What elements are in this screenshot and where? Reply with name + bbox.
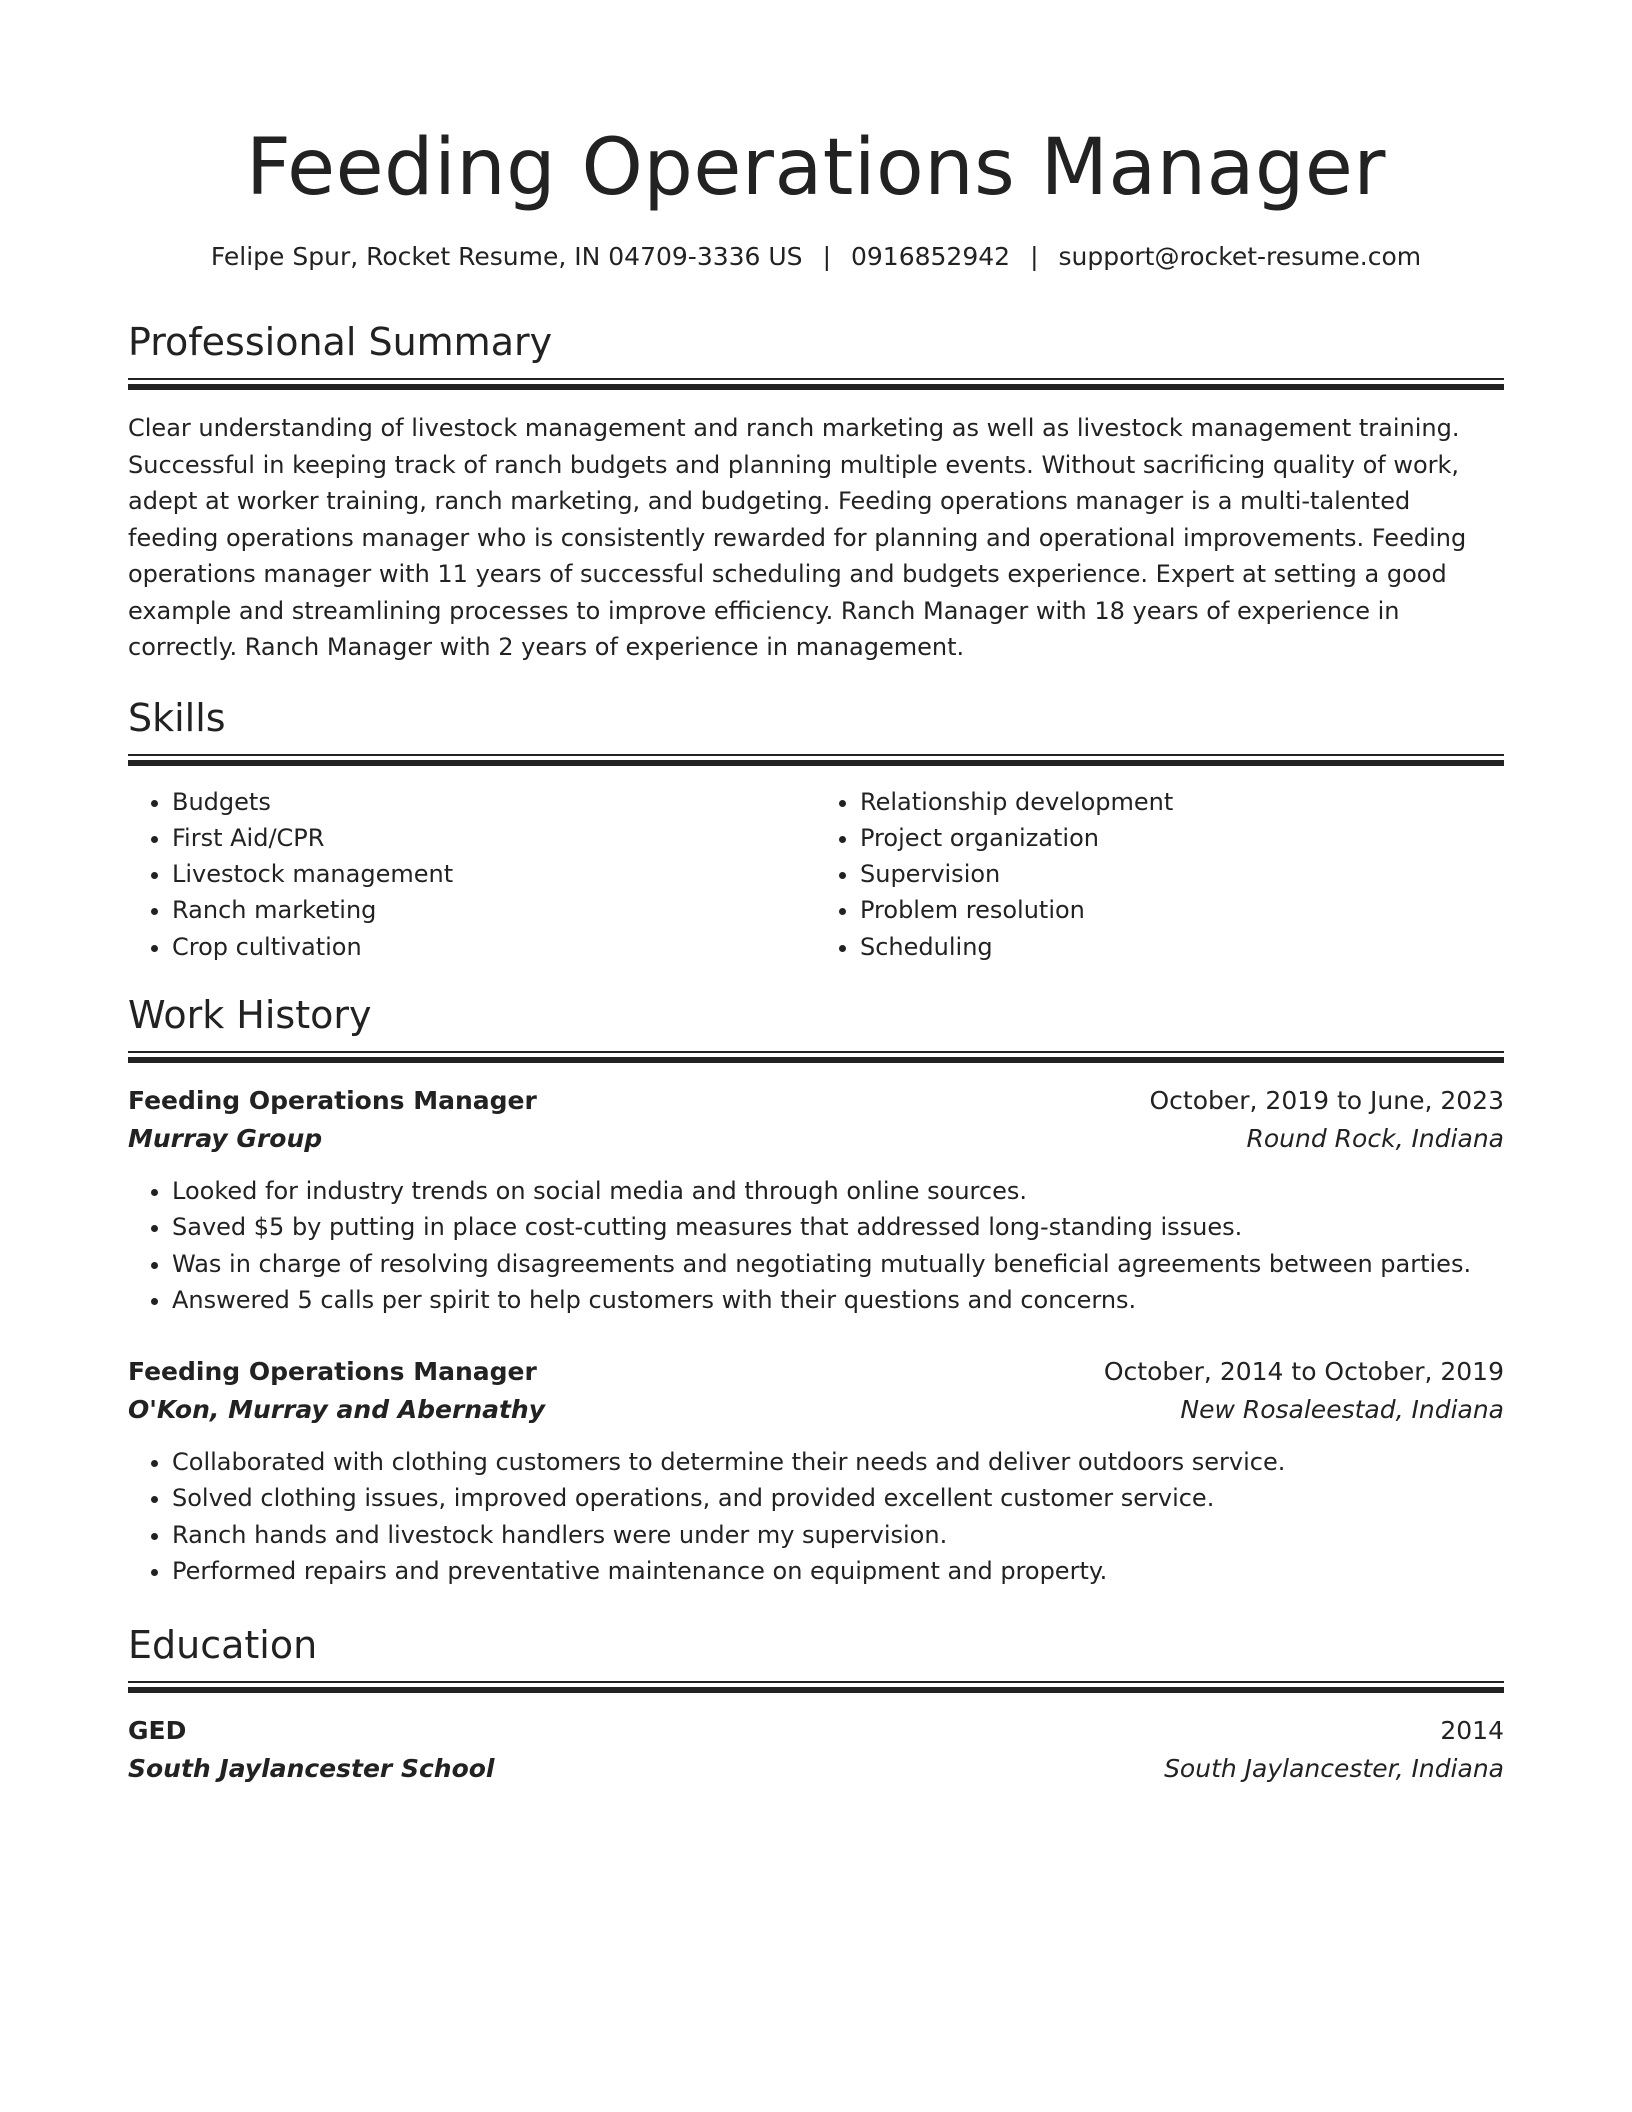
skill-item: • Ranch marketing bbox=[172, 892, 816, 928]
education-entry bbox=[128, 1713, 1504, 1789]
education-section bbox=[128, 1621, 1504, 1789]
contact-email: support@rocket-resume.com bbox=[1058, 242, 1422, 271]
contact-separator: | bbox=[822, 242, 831, 271]
job-company: O'Kon, Murray and Abernathy bbox=[128, 1395, 546, 1425]
skill-item: • Crop cultivation bbox=[172, 929, 816, 965]
education-year: 2014 bbox=[1440, 1716, 1504, 1746]
education-heading: Education bbox=[128, 1623, 318, 1668]
skill-item: • Relationship development bbox=[860, 784, 1504, 820]
job-title: Feeding Operations Manager bbox=[128, 1357, 537, 1387]
work-history-heading: Work History bbox=[128, 992, 372, 1037]
education-location: South Jaylancester, Indiana bbox=[1164, 1754, 1504, 1784]
work-history-section bbox=[128, 991, 1504, 1589]
job-company-row bbox=[128, 1119, 1504, 1159]
education-degree: GED bbox=[128, 1716, 187, 1746]
job-entry bbox=[128, 1083, 1504, 1318]
job-bullet: • Looked for industry trends on social media and through online sources. bbox=[172, 1173, 1504, 1209]
skill-item: • Livestock management bbox=[172, 856, 816, 892]
skill-item: • First Aid/CPR bbox=[172, 820, 816, 856]
job-bullet: • Performed repairs and preventative maintenance on equipment and property. bbox=[172, 1553, 1504, 1589]
job-company: Murray Group bbox=[128, 1123, 323, 1153]
summary-section bbox=[128, 318, 1504, 666]
skill-item: • Scheduling bbox=[860, 929, 1504, 965]
job-bullet: • Answered 5 calls per spirit to help customers with their questions and concerns. bbox=[172, 1282, 1504, 1318]
job-header-row bbox=[128, 1083, 1504, 1119]
job-company-row bbox=[128, 1390, 1504, 1430]
job-bullet: • Solved clothing issues, improved operations, and provided excellent customer service. bbox=[172, 1480, 1504, 1516]
skills-list-right bbox=[816, 784, 1504, 965]
section-divider bbox=[128, 1051, 1504, 1063]
education-school: South Jaylancester School bbox=[128, 1754, 495, 1784]
job-bullet: • Ranch hands and livestock handlers were under my supervision. bbox=[172, 1517, 1504, 1553]
education-header-row bbox=[128, 1713, 1504, 1749]
job-dates: October, 2014 to October, 2019 bbox=[1103, 1357, 1504, 1387]
skill-item: • Project organization bbox=[860, 820, 1504, 856]
summary-heading: Professional Summary bbox=[128, 320, 553, 364]
skill-item: • Problem resolution bbox=[860, 892, 1504, 928]
contact-line bbox=[128, 240, 1504, 274]
summary-text: Clear understanding of livestock management and ranch marketing as well as livestock management training. Successful in keeping track of ranch budgets and planning multiple events. Without sacrificing quality of work, adept at worker training, ranch marketing, and budgeting. Feeding operations manager is a multi-talented feeding operations manager who is consistently rewarded for planning and operational improvements. Feeding operations manager with 11 years of successful scheduling and budgets experience. Expert at setting a good example and streamlining processes to improve efficiency. Ranch Manager with 18 years of experience in correctly. Ranch Manager with 2 years of experience in management. bbox=[128, 414, 1467, 661]
skills-grid bbox=[128, 784, 1504, 965]
job-bullet: • Saved $5 by putting in place cost-cutting measures that addressed long-standing issues. bbox=[172, 1209, 1504, 1245]
contact-address: Felipe Spur, Rocket Resume, IN 04709-3336 US bbox=[210, 242, 803, 271]
skill-item: • Budgets bbox=[172, 784, 816, 820]
job-bullets bbox=[128, 1173, 1504, 1318]
job-dates: October, 2019 to June, 2023 bbox=[1149, 1085, 1504, 1115]
job-bullet: • Collaborated with clothing customers to determine their needs and deliver outdoors service. bbox=[172, 1444, 1504, 1480]
job-location: New Rosaleestad, Indiana bbox=[1180, 1395, 1504, 1425]
job-entry bbox=[128, 1354, 1504, 1589]
contact-phone: 0916852942 bbox=[851, 242, 1011, 271]
job-header-row bbox=[128, 1354, 1504, 1390]
skills-heading: Skills bbox=[128, 695, 226, 740]
skill-item: • Supervision bbox=[860, 856, 1504, 892]
section-divider bbox=[128, 754, 1504, 766]
job-title: Feeding Operations Manager bbox=[128, 1085, 537, 1115]
job-bullets bbox=[128, 1444, 1504, 1589]
contact-separator: | bbox=[1030, 242, 1039, 271]
skills-section bbox=[128, 694, 1504, 965]
skills-list-left bbox=[128, 784, 816, 965]
section-divider bbox=[128, 1681, 1504, 1693]
resume-title: Feeding Operations Manager bbox=[245, 123, 1386, 213]
job-bullet: • Was in charge of resolving disagreements and negotiating mutually beneficial agreements between parties. bbox=[172, 1246, 1504, 1282]
job-location: Round Rock, Indiana bbox=[1246, 1123, 1504, 1153]
section-divider bbox=[128, 378, 1504, 390]
education-school-row bbox=[128, 1749, 1504, 1789]
